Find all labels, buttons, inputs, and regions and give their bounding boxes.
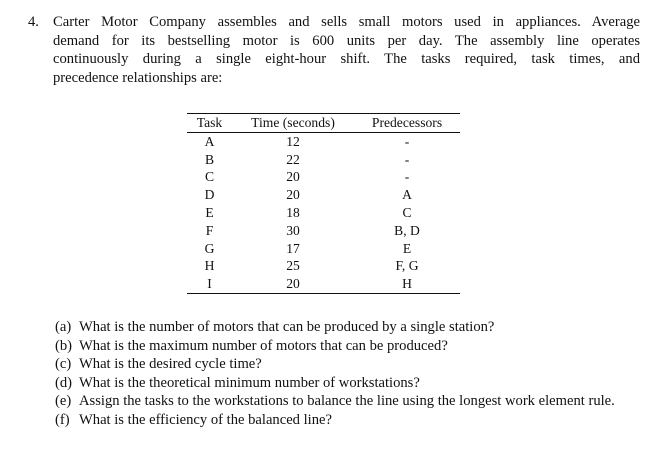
table-row	[187, 186, 460, 204]
predecessor-cell: -	[404, 133, 410, 149]
header-task: Task	[187, 114, 232, 133]
question-item	[55, 318, 615, 337]
table-row	[187, 257, 460, 275]
task-cell: E	[205, 204, 214, 220]
question-label: (b)	[55, 337, 73, 354]
question-text: What is the number of motors that can be produced by a single station?	[79, 319, 495, 335]
problem-text	[53, 13, 640, 87]
question-text: What is the desired cycle time?	[79, 356, 262, 373]
table-row	[187, 204, 460, 222]
table-row	[187, 168, 460, 186]
table-header-row	[187, 114, 460, 133]
question-text: What is the efficiency of the balanced line?	[79, 411, 332, 428]
time-cell: 20	[286, 169, 300, 185]
question-label: (a)	[55, 319, 72, 335]
task-cell: F	[205, 222, 214, 238]
question-label: (e)	[55, 393, 72, 410]
question-item	[55, 337, 615, 356]
predecessor-cell: C	[402, 204, 412, 220]
question-text: What is the maximum number of motors that can be produced?	[79, 337, 448, 354]
time-cell: 30	[286, 222, 300, 238]
question-item	[55, 355, 615, 374]
question-item	[55, 374, 615, 393]
time-cell: 20	[286, 187, 300, 203]
time-cell: 25	[286, 258, 300, 274]
question-label: (d)	[55, 374, 73, 391]
time-cell: 20	[232, 275, 354, 293]
predecessor-cell: F, G	[395, 258, 419, 274]
question-text: What is the theoretical minimum number of workstations?	[79, 374, 420, 391]
question-item	[55, 392, 615, 411]
time-cell: 17	[286, 240, 300, 256]
time-cell: 18	[286, 204, 300, 220]
question-label: (c)	[55, 356, 72, 373]
question-list	[55, 318, 615, 430]
table-row	[187, 222, 460, 240]
table-row	[187, 275, 460, 293]
predecessor-cell: -	[404, 151, 410, 167]
task-cell: I	[187, 275, 232, 293]
task-cell: A	[204, 133, 215, 149]
intro-line: continuously during a single eight-hour shift. The tasks required, task times, and	[53, 51, 640, 68]
header-predecessors: Predecessors	[354, 114, 460, 133]
question-item	[55, 411, 615, 430]
task-cell: G	[204, 240, 215, 256]
intro-line: Carter Motor Company assembles and sells small motors used in appliances. Average	[53, 14, 640, 30]
predecessor-cell: E	[402, 240, 412, 256]
time-cell: 22	[286, 151, 300, 167]
problem-statement	[28, 13, 640, 87]
predecessor-cell: H	[354, 275, 460, 293]
problem-intro	[28, 13, 640, 87]
intro-line: precedence relationships are:	[53, 69, 223, 86]
time-cell: 12	[286, 133, 300, 149]
predecessor-cell: -	[404, 169, 410, 185]
predecessor-cell: A	[402, 187, 412, 203]
problem-number: 4.	[28, 14, 39, 30]
table-row	[187, 132, 460, 150]
intro-line: demand for its bestselling motor is 600 units per day. The assembly line operates	[53, 32, 640, 49]
task-cell: C	[204, 169, 215, 185]
task-table	[187, 113, 460, 294]
task-cell: H	[204, 258, 215, 274]
predecessor-cell: B, D	[394, 222, 420, 238]
table-row	[187, 151, 460, 169]
task-cell: D	[204, 187, 215, 203]
question-label: (f)	[55, 411, 70, 428]
task-cell: B	[204, 151, 215, 167]
header-time: Time (seconds)	[232, 114, 354, 133]
table-row	[187, 240, 460, 258]
question-text: Assign the tasks to the workstations to balance the line using the longest work element rule.	[79, 393, 615, 410]
